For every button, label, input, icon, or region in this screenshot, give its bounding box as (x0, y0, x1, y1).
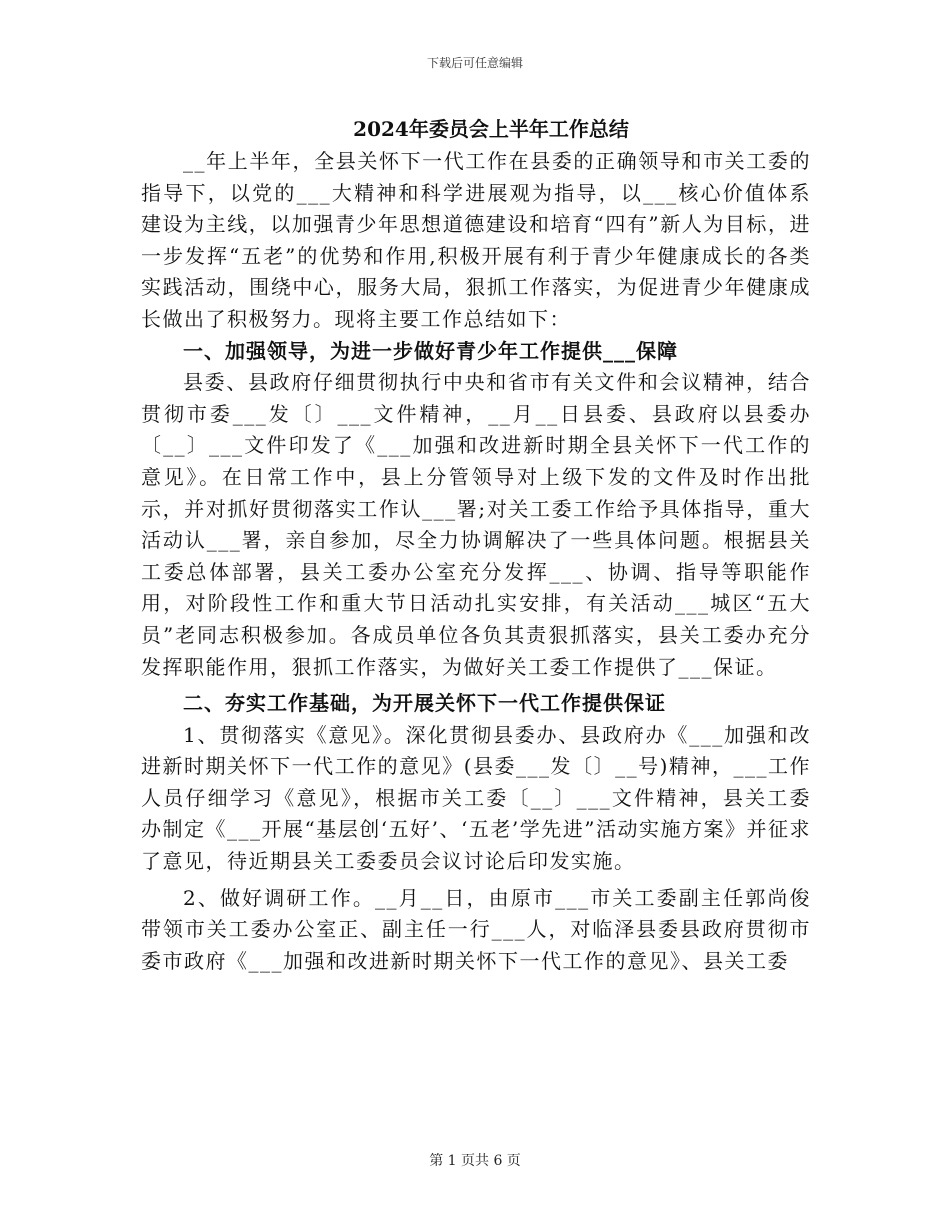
section-1-paragraph: 县委、县政府仔细贯彻执行中央和省市有关文件和会议精神，结合贯彻市委___发〔〕___文件精神，__月__日县委、县政府以县委办〔__〕___文件印发了《___加强和改进新时期全县关怀下一代工作的意见》。在日常工作中，县上分管领导对上级下发的文件及时作出批示，并对抓好贯彻落实工作认___署;对关工委工作给予具体指导，重大活动认___署，亲自参加，尽全力协调解决了一些具体问题。根据县关工委总体部署，县关工委办公室充分发挥___、协调、指导等职能作用，对阶段性工作和重大节日活动扎实安排，有关活动___城区“五大员”老同志积极参加。各成员单位各负其责狠抓落实，县关工委办充分发挥职能作用，狠抓工作落实，为做好关工委工作提供了___保证。 (141, 370, 811, 679)
document-title: 2024年委员会上半年工作总结 (353, 117, 629, 141)
intro-paragraph: __年上半年，全县关怀下一代工作在县委的正确领导和市关工委的指导下，以党的___大精神和科学进展观为指导，以___核心价值体系建设为主线，以加强青少年思想道德建设和培育“四有”新人为目标，进一步发挥“五老”的优势和作用,积极开展有利于青少年健康成长的各类实践活动，围绕中心，服务大局，狠抓工作落实，为促进青少年健康成长做出了积极努力。现将主要工作总结如下： (141, 149, 811, 331)
download-note: 下载后可任意编辑 (426, 56, 523, 70)
document-body (141, 112, 811, 977)
section-heading-2: 二、夯实工作基础，为开展关怀下一代工作提供保证 (183, 691, 666, 716)
page-number: 第 1 页共 6 页 (429, 1153, 521, 1169)
section-2-item-2: 2、做好调研工作。__月__日，由原市___市关工委副主任郭尚俊带领市关工委办公室正、副主任一行___人，对临泽县委县政府贯彻市委市政府《___加强和改进新时期关怀下一代工作的意见》、县关工委 (141, 885, 811, 973)
section-heading-1: 一、加强领导，为进一步做好青少年工作提供___保障 (183, 338, 678, 363)
section-2-item-1: 1、贯彻落实《意见》。深化贯彻县委办、县政府办《___加强和改进新时期关怀下一代工作的意见》(县委___发〔〕__号)精神，___工作人员仔细学习《意见》，根据市关工委〔__〕___文件精神，县关工委办制定《___开展“基层创‘五好’、‘五老’学先进”活动实施方案》并征求了意见，待近期县关工委委员会议讨论后印发实施。 (141, 722, 811, 874)
